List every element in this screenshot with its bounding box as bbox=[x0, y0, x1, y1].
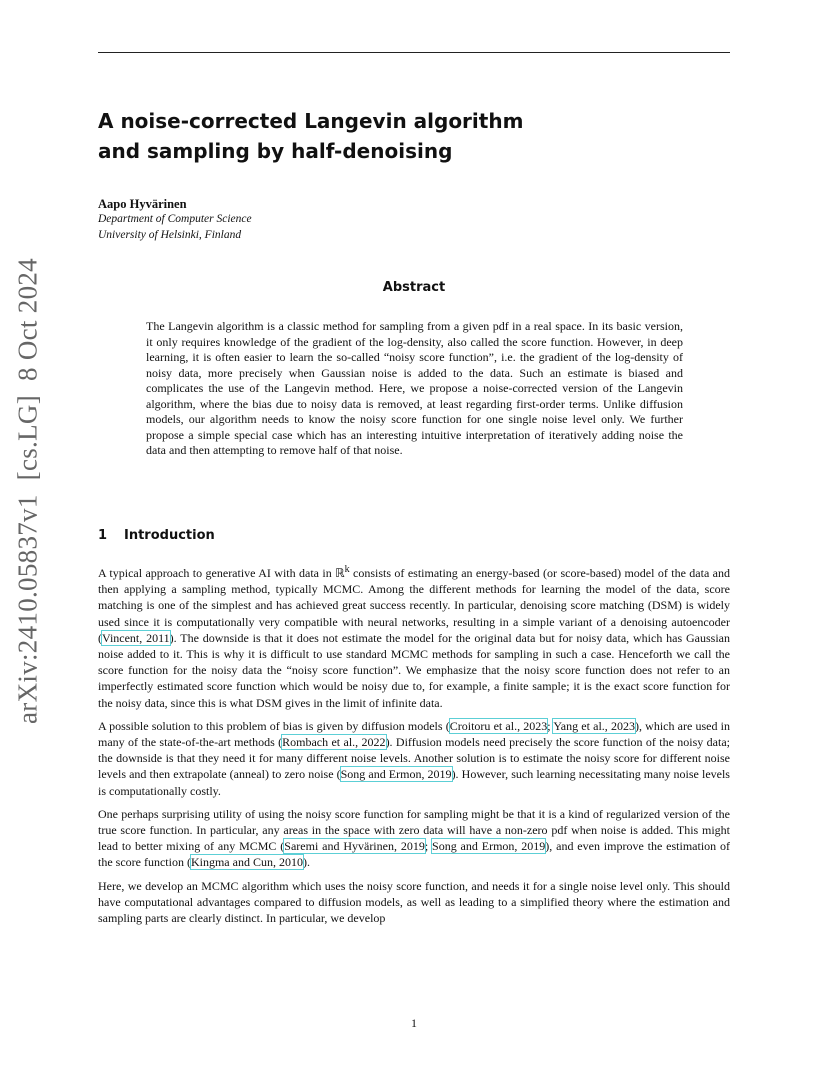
citation-link[interactable]: Song and Ermon, 2019 bbox=[340, 767, 452, 782]
arxiv-id: arXiv:2410.05837v1 bbox=[12, 494, 43, 724]
math-superscript: k bbox=[344, 564, 350, 575]
abstract-text: The Langevin algorithm is a classic method for sampling from a given pdf in a real space. In its basic version, it only requires knowledge of the gradient of the log-density, also called the score function. However, in deep learning, it is often easier to learn the so-called “noisy score function”, i.e. the gradient of the log-density of noisy data, more precisely when Gaussian noise is added to the data. Such an estimate is biased and complicates the use of the Langevin method. Here, we propose a noise-corrected version of the Langevin algorithm, where the bias due to noisy data is removed, at least regarding first-order terms. Unlike diffusion models, our algorithm needs to know the noisy score function for one single noise level only. We further propose a simple special case which has an interesting intuitive interpretation of iteratively adding noise the data and then attempting to remove half of that noise. bbox=[146, 319, 683, 457]
author-block bbox=[98, 196, 252, 243]
text-run: One perhaps surprising utility of using the noisy score function for sampling might be that it is a kind of regularized version of the true score function. In particular, any areas in the space with zero data will have a non-zero pdf when noise is added. This might lead to better mixing of any MCMC ( bbox=[98, 806, 730, 854]
section-heading-introduction bbox=[98, 528, 215, 543]
section-number: 1 bbox=[98, 528, 108, 543]
text-run: A typical approach to generative AI with data in bbox=[98, 566, 336, 580]
text-run: ; bbox=[424, 839, 433, 854]
paragraph-2 bbox=[98, 718, 730, 799]
text-run: ). bbox=[302, 855, 310, 870]
text-run: ; bbox=[547, 718, 554, 733]
affiliation-line-2: University of Helsinki, Finland bbox=[98, 228, 242, 241]
citation-link[interactable]: Saremi and Hyvärinen, 2019 bbox=[284, 839, 425, 854]
text-run: consists of estimating an energy-based (or score-based) model of the data and then applying a sampling method, typically MCMC. Among the different methods for learning the model of the data, score matching is one of the simplest and has achieved great success recently. In particular, denoising score matching (DSM) is widely used since it is computationally very compatible with neural networks, resulting in a simple variant of a denoising autoencoder ( bbox=[98, 566, 731, 645]
introduction-body bbox=[98, 562, 730, 933]
citation-link[interactable]: Croitoru et al., 2023 bbox=[449, 718, 548, 733]
text-run: ). The downside is that it does not estimate the model for the original data but for noisy data, which has Gaussian noise added to it. This is why it is difficult to use standard MCMC methods for sampling in such a case. Henceforth we call the score function for the noisy data the “noisy score function”. We emphasize that the noisy score function does not refer to an imperfectly estimated score function which would be noisy due to, for example, a finite sample; it is the exact score function for the noisy data, since this is what DSM gives in the limit of infinite data. bbox=[98, 630, 730, 710]
paragraph-3 bbox=[98, 806, 730, 871]
section-title: Introduction bbox=[124, 528, 215, 543]
page-number: 1 bbox=[411, 1016, 417, 1030]
math-real-space bbox=[335, 566, 350, 580]
paper-title bbox=[98, 106, 618, 166]
abstract-heading: Abstract bbox=[382, 280, 446, 295]
paragraph-1 bbox=[98, 562, 730, 711]
citation-link[interactable]: Vincent, 2011 bbox=[102, 630, 170, 645]
arxiv-sidebar-stamp bbox=[13, 244, 44, 724]
text-run: ). Diffusion models need precisely the score function of the noisy data; the downside is that they need it for many different noise levels. Another solution is to estimate the noisy score for different noise levels and then extrapolate (anneal) to zero noise ( bbox=[98, 735, 730, 782]
title-line-1: A noise-corrected Langevin algorithm bbox=[98, 109, 524, 133]
author-name: Aapo Hyvärinen bbox=[98, 197, 187, 211]
math-symbol: ℝ bbox=[335, 566, 345, 580]
text-run: ), and even improve the estimation of the score function ( bbox=[98, 839, 731, 870]
citation-link[interactable]: Song and Ermon, 2019 bbox=[432, 839, 546, 854]
arxiv-category: [cs.LG] bbox=[12, 395, 43, 481]
affiliation-line-1: Department of Computer Science bbox=[98, 213, 252, 225]
citation-link[interactable]: Yang et al., 2023 bbox=[553, 718, 635, 733]
citation-link[interactable]: Rombach et al., 2022 bbox=[282, 735, 386, 750]
citation-link[interactable]: Kingma and Cun, 2010 bbox=[190, 855, 303, 870]
title-line-2: and sampling by half-denoising bbox=[98, 139, 453, 163]
text-run: ). However, such learning necessitating many noise levels is computationally costly. bbox=[98, 767, 730, 798]
text-run: ), which are used in many of the state-of-the-art methods ( bbox=[98, 718, 731, 750]
arxiv-date: 8 Oct 2024 bbox=[12, 258, 43, 382]
text-run: A possible solution to this problem of bias is given by diffusion models ( bbox=[98, 718, 450, 733]
paragraph-4: Here, we develop an MCMC algorithm which uses the noisy score function, and needs it for a single noise level only. This should have computational advantages compared to diffusion models, as well as leading to a simplified theory where the estimation and sampling parts are clearly distinct. In particular, we develop bbox=[98, 878, 730, 926]
header-rule bbox=[98, 52, 730, 53]
